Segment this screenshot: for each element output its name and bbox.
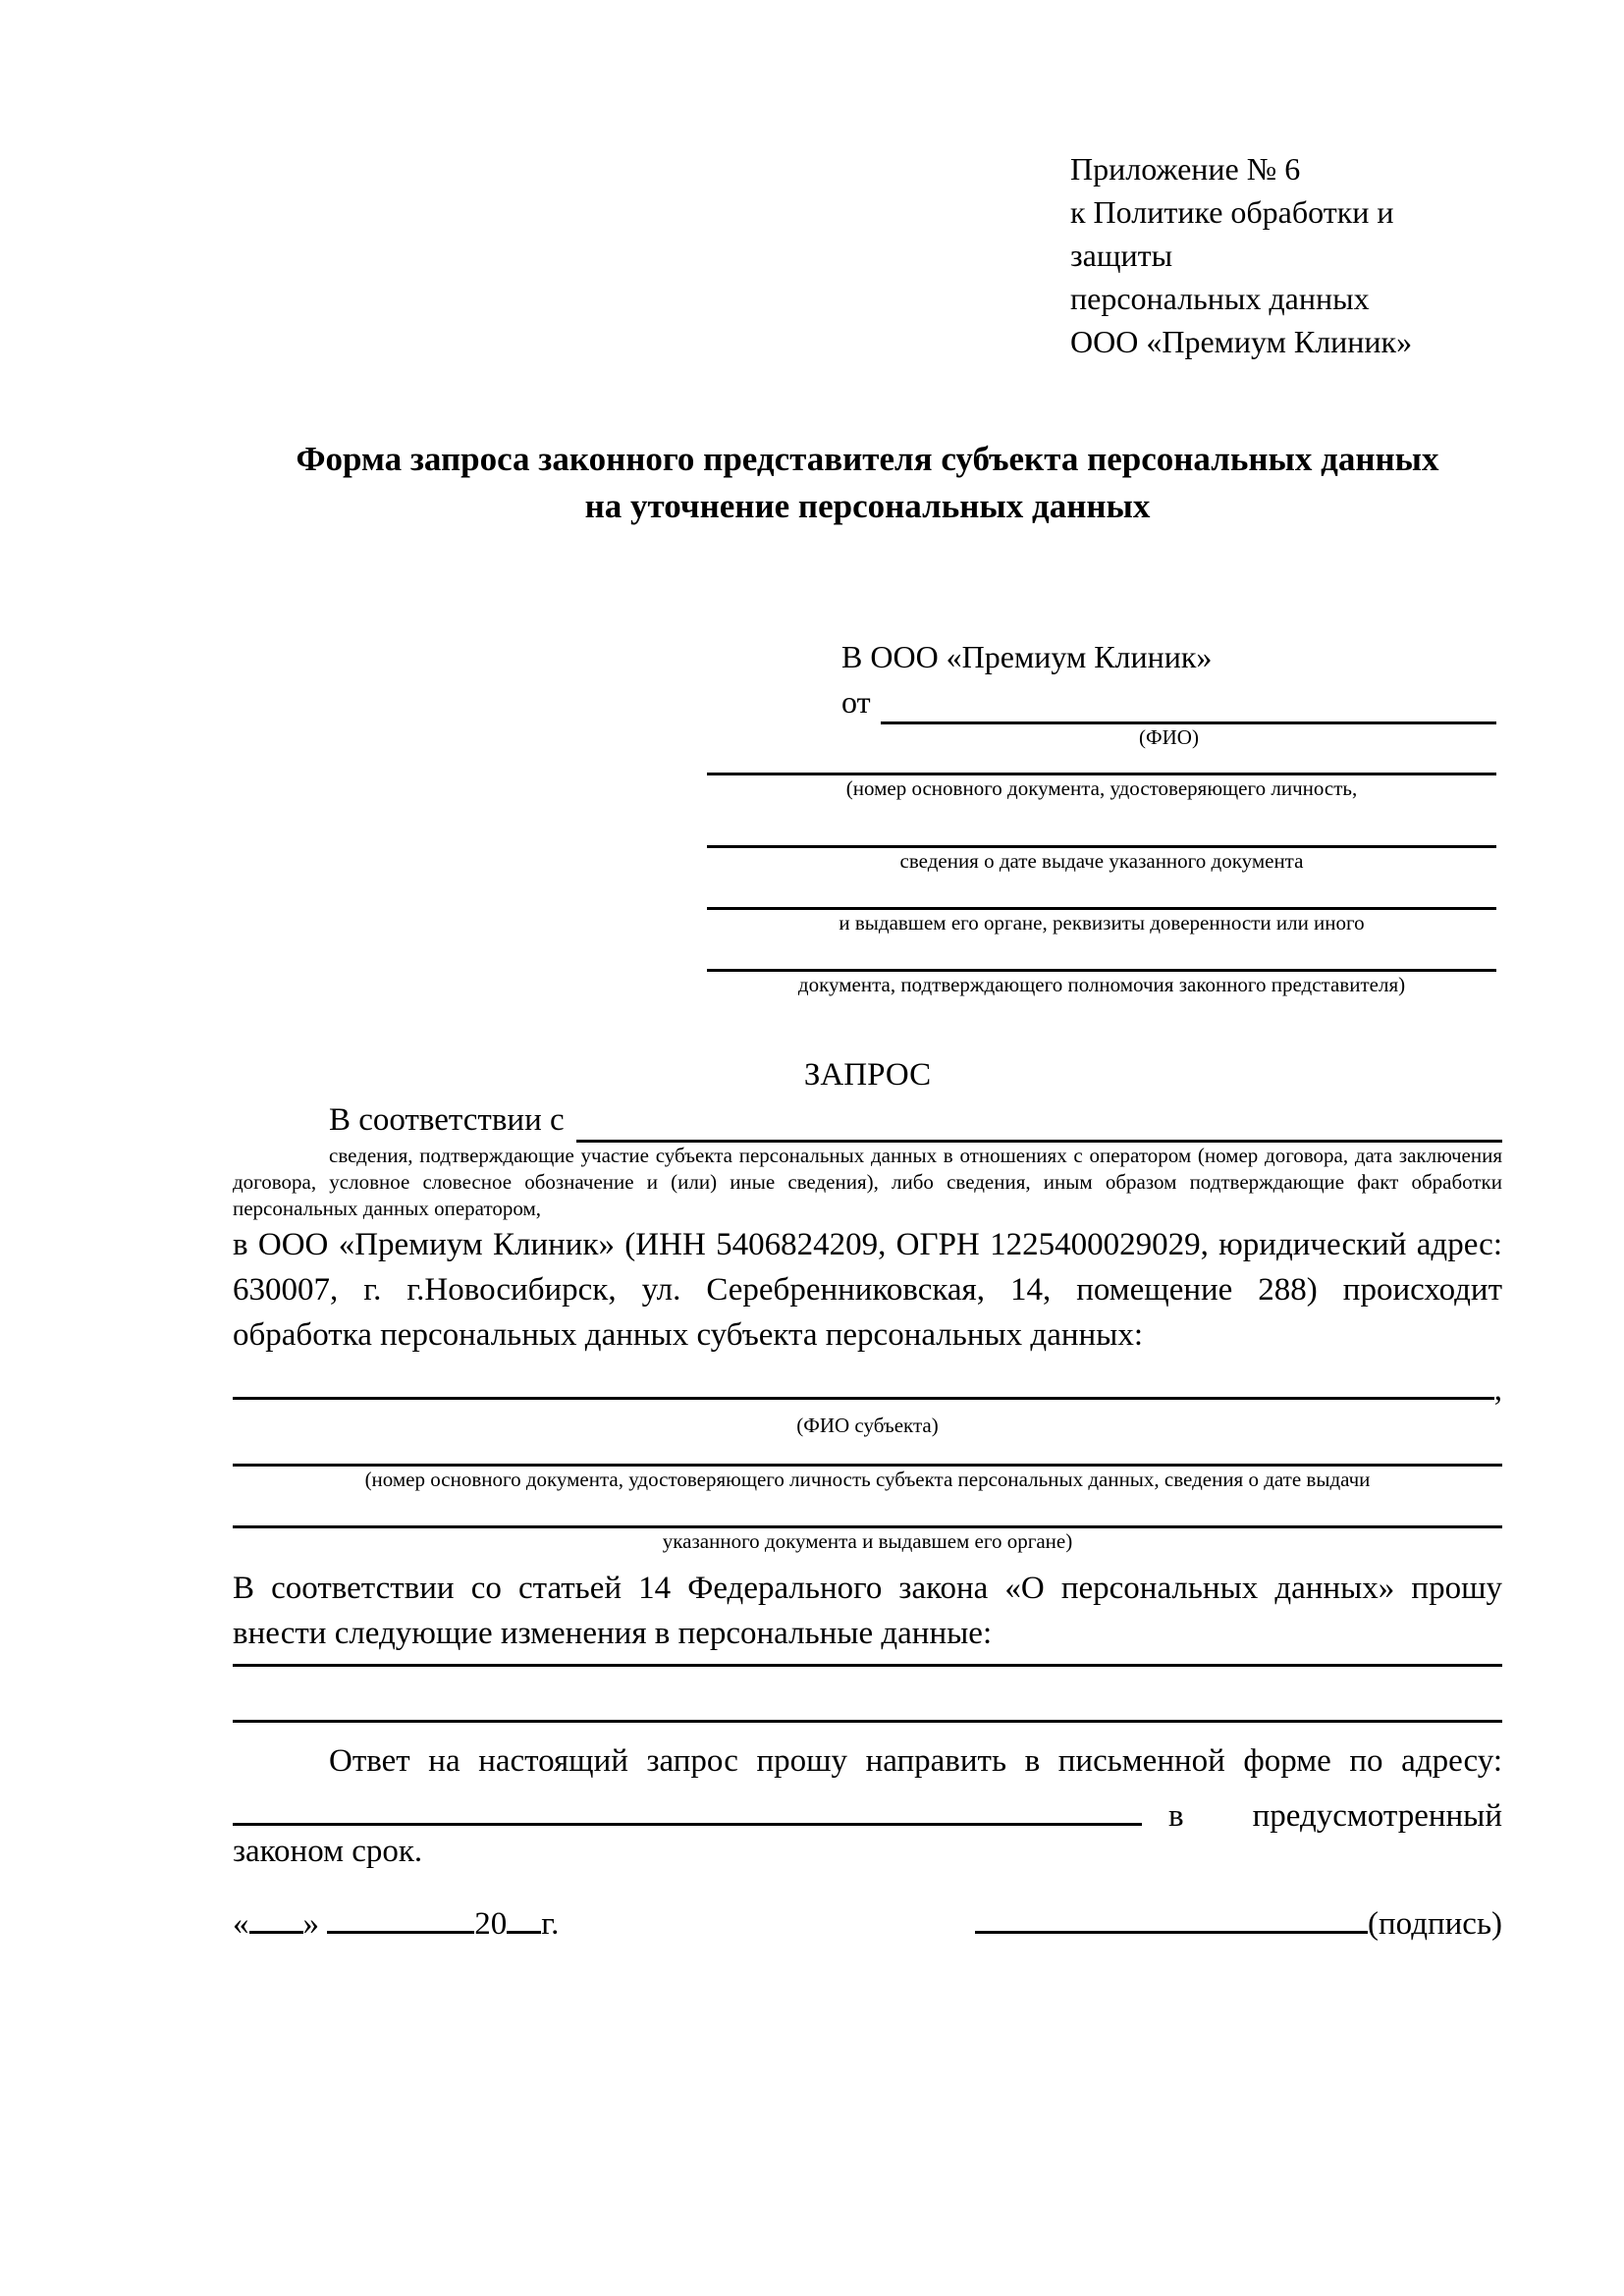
subject-fio-caption: (ФИО субъекта) — [796, 1414, 939, 1437]
accordance-line — [233, 1097, 1502, 1143]
date-open-quote: « — [233, 1906, 249, 1942]
signature-caption: (подпись) — [1368, 1906, 1502, 1942]
addressee-block — [707, 634, 1496, 997]
addressee-to: В ООО «Премиум Клиник» — [841, 639, 1213, 674]
closing-text: законом срок. — [233, 1834, 423, 1869]
footnote-text: сведения, подтверждающие участие субъекта персональных данных в отношениях с оператором (номер договора, дата заключения договора, условное словесное обозначение и (или) иные сведения), либо сведения, иным образом подтверждающие факт обработки персональных данных оператором, — [233, 1144, 1502, 1220]
subject-doc-caption-2: указанного документа и выдавшем его органе) — [662, 1529, 1073, 1553]
appendix-line: к Политике обработки и защиты — [1070, 194, 1394, 273]
date-line — [233, 1901, 559, 1947]
caption-doc-number: (номер основного документа, удостоверяющего личность, — [845, 776, 1358, 800]
addressee-from-label: от — [841, 684, 871, 720]
changes-blank-line-2 — [233, 1720, 1502, 1723]
request-heading: ЗАПРОС — [803, 1057, 932, 1093]
date-year-blank — [507, 1931, 541, 1934]
address-row — [233, 1784, 1502, 1834]
appendix-line: Приложение № 6 — [1070, 151, 1301, 187]
date-month-blank — [327, 1931, 474, 1934]
accordance-prefix: В соответствии с — [329, 1102, 565, 1138]
changes-blank-line-1 — [233, 1664, 1502, 1667]
date-close-quote: » — [302, 1906, 319, 1942]
addressee-from-row — [707, 679, 1496, 724]
law-paragraph: В соответствии со статьей 14 Федерального закона «О персональных данных» прошу внести следующие изменения в персональные данные: — [233, 1571, 1502, 1651]
subject-fio-row — [233, 1358, 1502, 1413]
answer-paragraph: Ответ на настоящий запрос прошу направить в письменной форме по адресу: — [329, 1743, 1502, 1779]
subject-doc-caption-1: (номер основного документа, удостоверяющего личность субъекта персональных данных, сведения о дате выдачи — [364, 1468, 1371, 1491]
appendix-block — [1070, 147, 1502, 363]
fio-blank-line — [881, 679, 1496, 724]
signature-area — [975, 1901, 1502, 1947]
address-blank-line — [233, 1784, 1142, 1826]
appendix-line: ООО «Премиум Клиник» — [1070, 324, 1413, 359]
operator-paragraph: в ООО «Премиум Клиник» (ИНН 5406824209, ОГРН 1225400029029, юридический адрес: 630007, г. г.Новосибирск, ул. Серебренниковская, 14, помещение 288) происходит обработка персональных данных субъекта персональных данных: — [233, 1227, 1502, 1353]
form-title-line1: Форма запроса законного представителя субъекта персональных данных — [296, 440, 1439, 478]
answer-tail: в предусмотренный — [1168, 1798, 1502, 1834]
caption-fio: (ФИО) — [1139, 725, 1199, 749]
caption-authority-doc: документа, подтверждающего полномочия законного представителя) — [797, 973, 1406, 996]
signature-blank-line — [975, 1931, 1368, 1934]
form-title — [233, 436, 1502, 530]
subject-fio-comma: , — [1493, 1372, 1502, 1408]
date-year-prefix: 20 — [474, 1906, 508, 1942]
accordance-blank-line — [576, 1097, 1502, 1143]
appendix-line: персональных данных — [1070, 281, 1370, 316]
date-year-suffix: г. — [541, 1906, 560, 1942]
date-day-blank — [249, 1931, 303, 1934]
caption-issue-date: сведения о дате выдаче указанного документа — [899, 849, 1304, 873]
date-signature-row — [233, 1901, 1502, 1947]
subject-fio-blank-line — [233, 1358, 1494, 1400]
caption-issuing-authority: и выдавшем его органе, реквизиты доверенности или иного — [839, 911, 1365, 934]
form-title-line2: на уточнение персональных данных — [584, 487, 1151, 525]
